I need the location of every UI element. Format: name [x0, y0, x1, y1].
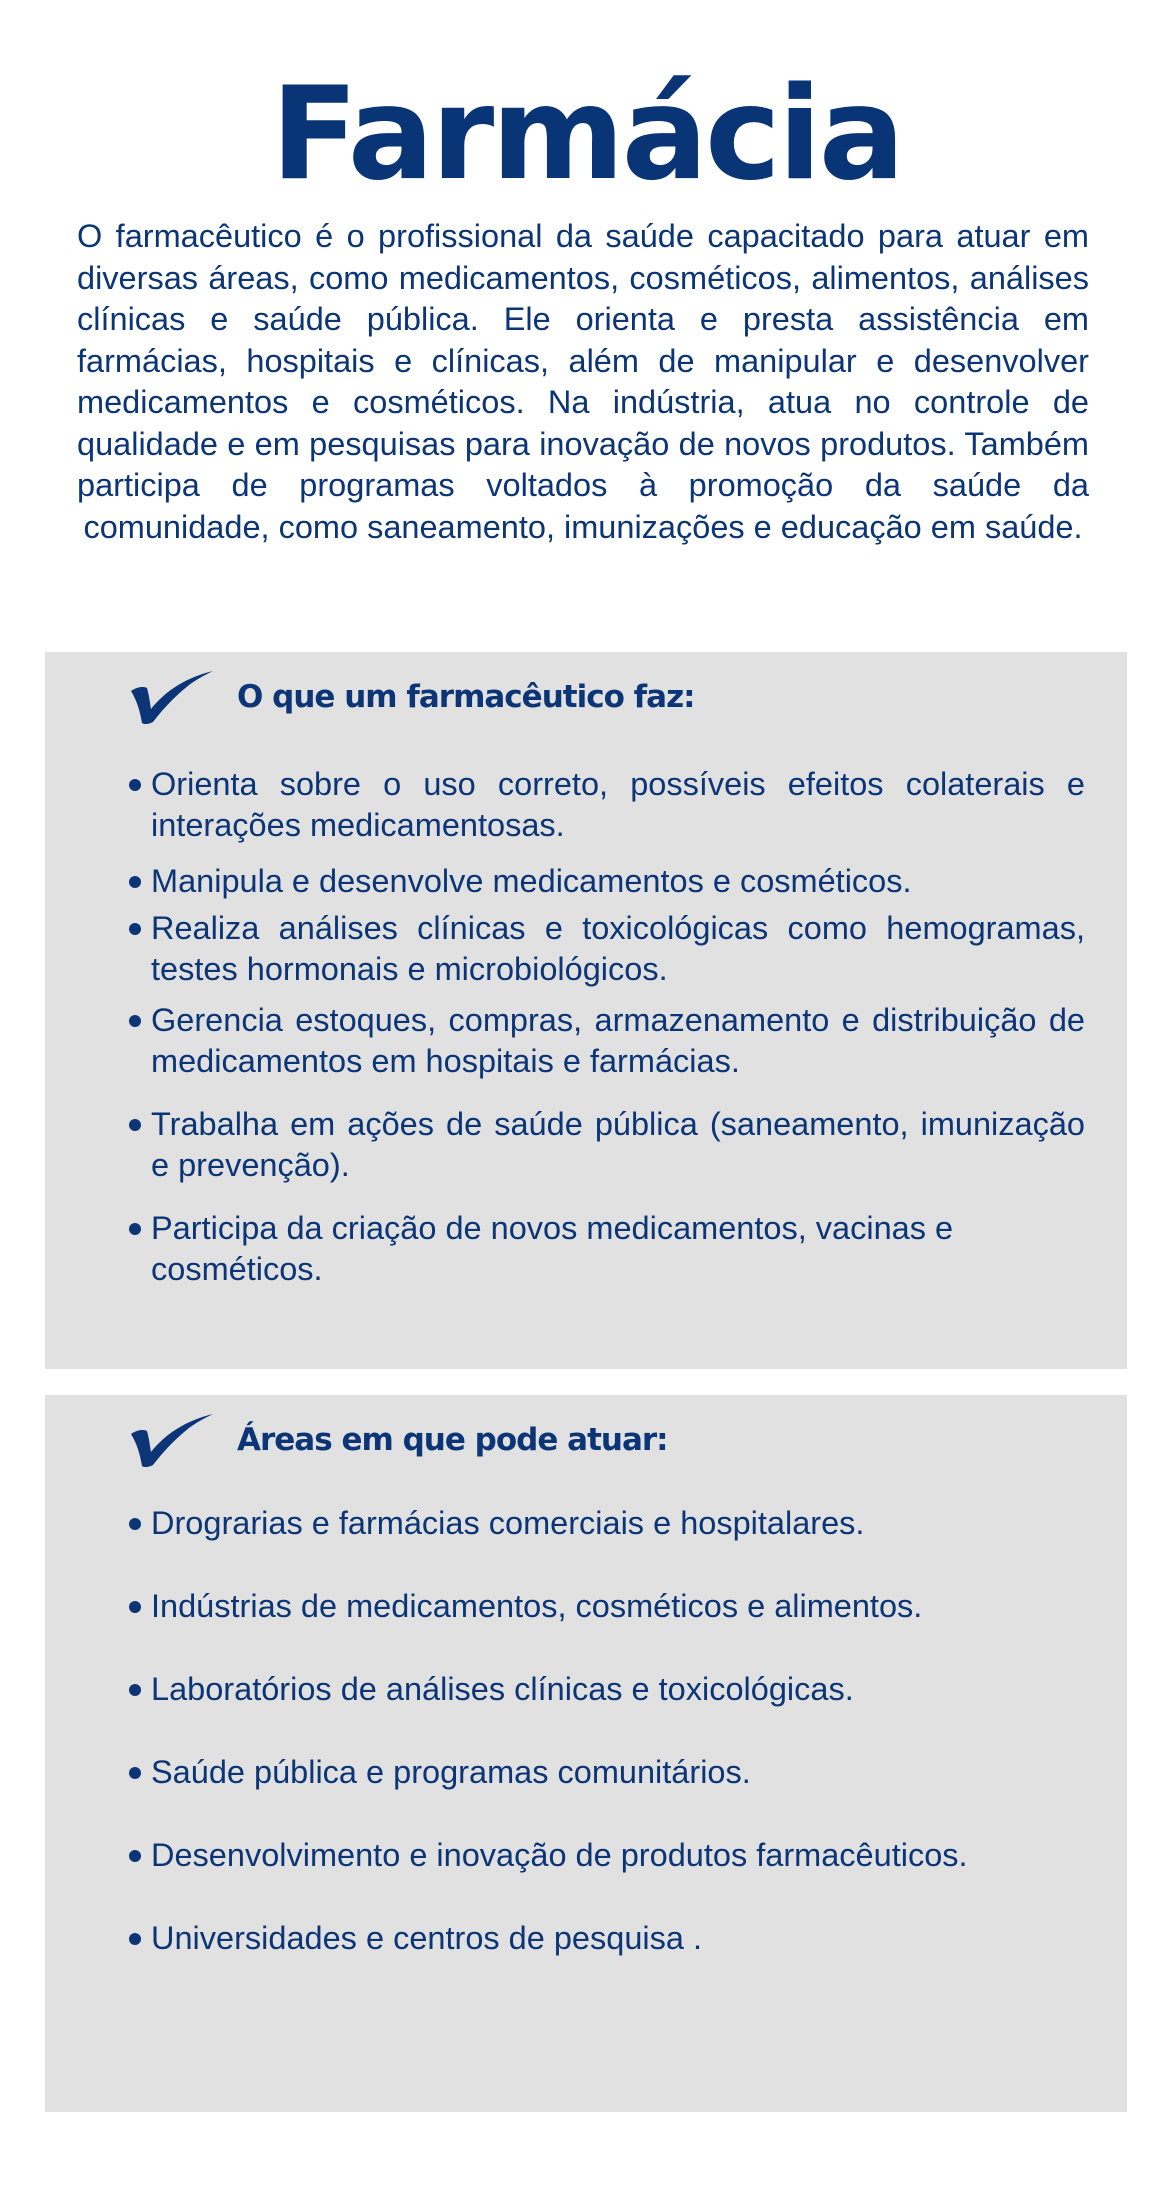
list-item-text: Saúde pública e programas comunitários.	[151, 1754, 751, 1790]
bullet-icon	[129, 1850, 141, 1862]
bullet-icon	[129, 1223, 141, 1235]
bullet-icon	[129, 779, 141, 791]
bullet-icon	[129, 1933, 141, 1945]
section-what-pharmacist-does	[45, 652, 1127, 1369]
section-heading: O que um farmacêutico faz:	[237, 679, 695, 715]
section-work-areas	[45, 1395, 1127, 2112]
list-item	[127, 1104, 1085, 1186]
list-item-text: Participa da criação de novos medicamentos, vacinas e cosméticos.	[151, 1210, 954, 1287]
section-header	[127, 1405, 668, 1475]
list-item-text: Realiza análises clínicas e toxicológicas como hemogramas, testes hormonais e microbiológicos.	[151, 910, 1085, 987]
work-areas-list	[127, 1503, 1085, 2001]
list-item	[127, 1669, 1085, 1710]
list-item	[127, 908, 1085, 990]
duties-list	[127, 764, 1085, 1305]
bullet-icon	[129, 923, 141, 935]
list-item	[127, 1752, 1085, 1793]
list-item-text: Gerencia estoques, compras, armazenamento e distribuição de medicamentos em hospitais e farmácias.	[151, 1002, 1085, 1079]
list-item-text: Laboratórios de análises clínicas e toxicológicas.	[151, 1671, 854, 1707]
bullet-icon	[129, 1601, 141, 1613]
bullet-icon	[129, 1767, 141, 1779]
intro-paragraph: O farmacêutico é o profissional da saúde capacitado para atuar em diversas áreas, como medicamentos, cosméticos, alimentos, análises clínicas e saúde pública. Ele orienta e presta assistência em farmácias, hospitais e clínicas, além de manipular e desenvolver medicamentos e cosméticos. Na indústria, atua no controle de qualidade e em pesquisas para inovação de novos produtos. Também participa de programas voltados à promoção da saúde da comunidade, como saneamento, imunizações e educação em saúde.	[77, 218, 1089, 545]
list-item-text: Manipula e desenvolve medicamentos e cosméticos.	[151, 863, 912, 899]
list-item	[127, 1503, 1085, 1544]
section-header	[127, 662, 695, 732]
list-item	[127, 1918, 1085, 1959]
checkmark-icon	[127, 669, 213, 725]
list-item	[127, 764, 1085, 846]
list-item	[127, 861, 1085, 902]
list-item	[127, 1000, 1085, 1082]
list-item	[127, 1586, 1085, 1627]
section-heading: Áreas em que pode atuar:	[237, 1422, 668, 1458]
list-item	[127, 1208, 1085, 1290]
bullet-icon	[129, 1119, 141, 1131]
page-title: Farmácia	[270, 60, 903, 209]
list-item	[127, 1835, 1085, 1876]
list-item-text: Desenvolvimento e inovação de produtos farmacêuticos.	[151, 1837, 968, 1873]
bullet-icon	[129, 876, 141, 888]
bullet-icon	[129, 1684, 141, 1696]
list-item-text: Drograrias e farmácias comerciais e hospitalares.	[151, 1505, 865, 1541]
list-item-text: Orienta sobre o uso correto, possíveis efeitos colaterais e interações medicamentosas.	[151, 766, 1085, 843]
checkmark-icon	[127, 1412, 213, 1468]
bullet-icon	[129, 1518, 141, 1530]
list-item-text: Universidades e centros de pesquisa .	[151, 1920, 703, 1956]
list-item-text: Trabalha em ações de saúde pública (saneamento, imunização e prevenção).	[151, 1106, 1085, 1183]
list-item-text: Indústrias de medicamentos, cosméticos e alimentos.	[151, 1588, 923, 1624]
bullet-icon	[129, 1015, 141, 1027]
